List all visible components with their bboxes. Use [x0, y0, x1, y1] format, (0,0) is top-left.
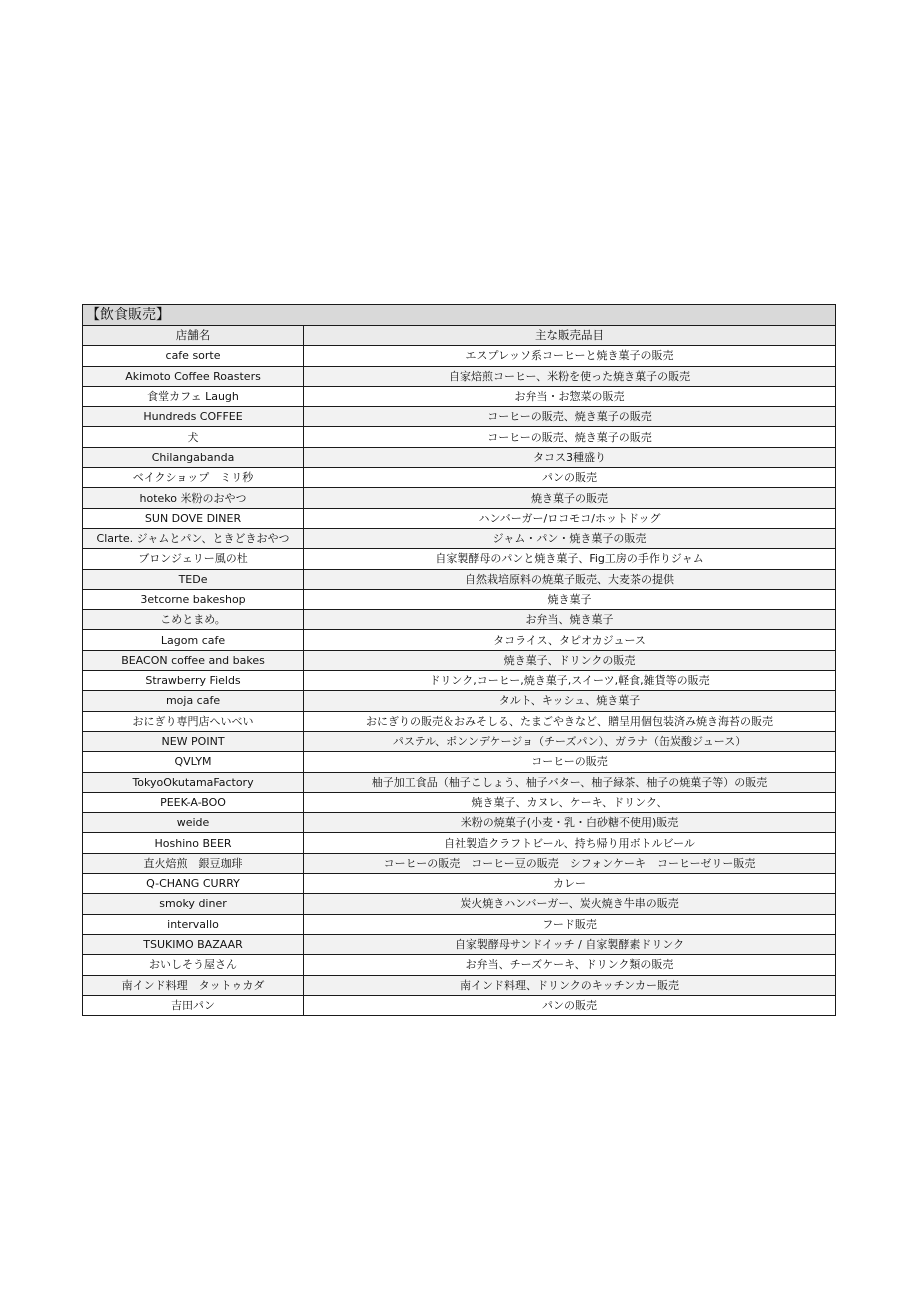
store-name-cell: Lagom cafe: [83, 630, 304, 650]
main-items-cell: ドリンク,コーヒー,焼き菓子,スイーツ,軽食,雑貨等の販売: [304, 671, 836, 691]
table-row: [83, 853, 836, 873]
table-row: [83, 894, 836, 914]
store-name-cell: Q-CHANG CURRY: [83, 874, 304, 894]
main-items-cell: 炭火焼きハンバーガー、炭火焼き牛串の販売: [304, 894, 836, 914]
store-name-cell: 3etcorne bakeshop: [83, 589, 304, 609]
store-name-header: 店舗名: [83, 326, 304, 346]
main-items-cell: コーヒーの販売、焼き菓子の販売: [304, 427, 836, 447]
table-row: [83, 772, 836, 792]
table-row: [83, 792, 836, 812]
table-row: [83, 386, 836, 406]
store-name-cell: ベイクショップ ミリ秒: [83, 468, 304, 488]
store-name-cell: おいしそう屋さん: [83, 955, 304, 975]
store-name-cell: NEW POINT: [83, 731, 304, 751]
table-row: [83, 549, 836, 569]
store-name-cell: Akimoto Coffee Roasters: [83, 366, 304, 386]
main-items-cell: 自家製酵母のパンと焼き菓子、Fig工房の手作りジャム: [304, 549, 836, 569]
table-row: [83, 711, 836, 731]
main-items-cell: 南インド料理、ドリンクのキッチンカー販売: [304, 975, 836, 995]
table-header-row: [83, 326, 836, 346]
store-name-cell: Hundreds COFFEE: [83, 407, 304, 427]
main-items-cell: 焼き菓子の販売: [304, 488, 836, 508]
table-row: [83, 975, 836, 995]
main-items-cell: パンの販売: [304, 468, 836, 488]
table-row: [83, 468, 836, 488]
food-vendor-table: [82, 304, 836, 1016]
table-row: [83, 995, 836, 1015]
main-items-cell: おにぎりの販売＆おみそしる、たまごやきなど、贈呈用個包装済み焼き海苔の販売: [304, 711, 836, 731]
store-name-cell: BEACON coffee and bakes: [83, 650, 304, 670]
store-name-cell: smoky diner: [83, 894, 304, 914]
store-name-cell: おにぎり専門店へいべい: [83, 711, 304, 731]
main-items-cell: 焼き菓子: [304, 589, 836, 609]
store-name-cell: ブロンジェリー風の杜: [83, 549, 304, 569]
main-items-cell: カレー: [304, 874, 836, 894]
store-name-cell: Chilangabanda: [83, 447, 304, 467]
main-items-cell: お弁当、焼き菓子: [304, 610, 836, 630]
table-row: [83, 447, 836, 467]
store-name-cell: こめとまめ。: [83, 610, 304, 630]
main-items-header: 主な販売品目: [304, 326, 836, 346]
store-name-cell: 南インド料理 タットゥカダ: [83, 975, 304, 995]
table-row: [83, 589, 836, 609]
main-items-cell: タコス3種盛り: [304, 447, 836, 467]
main-items-cell: タルト、キッシュ、焼き菓子: [304, 691, 836, 711]
table-row: [83, 955, 836, 975]
table-row: [83, 813, 836, 833]
main-items-cell: コーヒーの販売: [304, 752, 836, 772]
store-name-cell: 犬: [83, 427, 304, 447]
table-row: [83, 407, 836, 427]
table-row: [83, 610, 836, 630]
store-name-cell: TSUKIMO BAZAAR: [83, 934, 304, 954]
main-items-cell: パンの販売: [304, 995, 836, 1015]
main-items-cell: タコライス、タピオカジュース: [304, 630, 836, 650]
table-row: [83, 508, 836, 528]
main-items-cell: 自家焙煎コーヒー、米粉を使った焼き菓子の販売: [304, 366, 836, 386]
table-body: [83, 346, 836, 1016]
store-name-cell: moja cafe: [83, 691, 304, 711]
store-name-cell: TEDe: [83, 569, 304, 589]
store-name-cell: QVLYM: [83, 752, 304, 772]
main-items-cell: パステル、ポンンデケージョ（チーズパン）、ガラナ（缶炭酸ジュース）: [304, 731, 836, 751]
table-row: [83, 914, 836, 934]
main-items-cell: フード販売: [304, 914, 836, 934]
main-items-cell: コーヒーの販売、焼き菓子の販売: [304, 407, 836, 427]
store-name-cell: PEEK-A-BOO: [83, 792, 304, 812]
table-row: [83, 671, 836, 691]
main-items-cell: 柚子加工食品（柚子こしょう、柚子バター、柚子緑茶、柚子の焼菓子等）の販売: [304, 772, 836, 792]
main-items-cell: 自然栽培原料の焼菓子販売、大麦茶の提供: [304, 569, 836, 589]
table-row: [83, 427, 836, 447]
store-name-cell: intervallo: [83, 914, 304, 934]
main-items-cell: 焼き菓子、カヌレ、ケーキ、ドリンク、: [304, 792, 836, 812]
table-row: [83, 874, 836, 894]
table-row: [83, 569, 836, 589]
store-name-cell: 直火焙煎 銀豆珈琲: [83, 853, 304, 873]
store-name-cell: 食堂カフェ Laugh: [83, 386, 304, 406]
main-items-cell: 自社製造クラフトビール、持ち帰り用ボトルビール: [304, 833, 836, 853]
table-row: [83, 346, 836, 366]
main-items-cell: お弁当・お惣菜の販売: [304, 386, 836, 406]
store-name-cell: Hoshino BEER: [83, 833, 304, 853]
main-items-cell: ジャム・パン・焼き菓子の販売: [304, 528, 836, 548]
main-items-cell: エスプレッソ系コーヒーと焼き菓子の販売: [304, 346, 836, 366]
store-name-cell: TokyoOkutamaFactory: [83, 772, 304, 792]
table-row: [83, 833, 836, 853]
store-name-cell: Strawberry Fields: [83, 671, 304, 691]
store-name-cell: SUN DOVE DINER: [83, 508, 304, 528]
table-row: [83, 630, 836, 650]
section-title-row: [83, 305, 836, 326]
table-row: [83, 691, 836, 711]
table-row: [83, 934, 836, 954]
table-row: [83, 752, 836, 772]
store-name-cell: Clarte. ジャムとパン、ときどきおやつ: [83, 528, 304, 548]
section-title: 【飲食販売】: [83, 305, 836, 326]
store-name-cell: hoteko 米粉のおやつ: [83, 488, 304, 508]
table-row: [83, 731, 836, 751]
main-items-cell: ハンバーガー/ロコモコ/ホットドッグ: [304, 508, 836, 528]
table-row: [83, 488, 836, 508]
table-row: [83, 366, 836, 386]
store-name-cell: weide: [83, 813, 304, 833]
store-name-cell: cafe sorte: [83, 346, 304, 366]
table-row: [83, 528, 836, 548]
main-items-cell: 自家製酵母サンドイッチ / 自家製酵素ドリンク: [304, 934, 836, 954]
main-items-cell: コーヒーの販売 コーヒー豆の販売 シフォンケーキ コーヒーゼリー販売: [304, 853, 836, 873]
store-name-cell: 吉田パン: [83, 995, 304, 1015]
main-items-cell: 米粉の焼菓子(小麦・乳・白砂糖不使用)販売: [304, 813, 836, 833]
main-items-cell: お弁当、チーズケーキ、ドリンク類の販売: [304, 955, 836, 975]
table-row: [83, 650, 836, 670]
main-items-cell: 焼き菓子、ドリンクの販売: [304, 650, 836, 670]
